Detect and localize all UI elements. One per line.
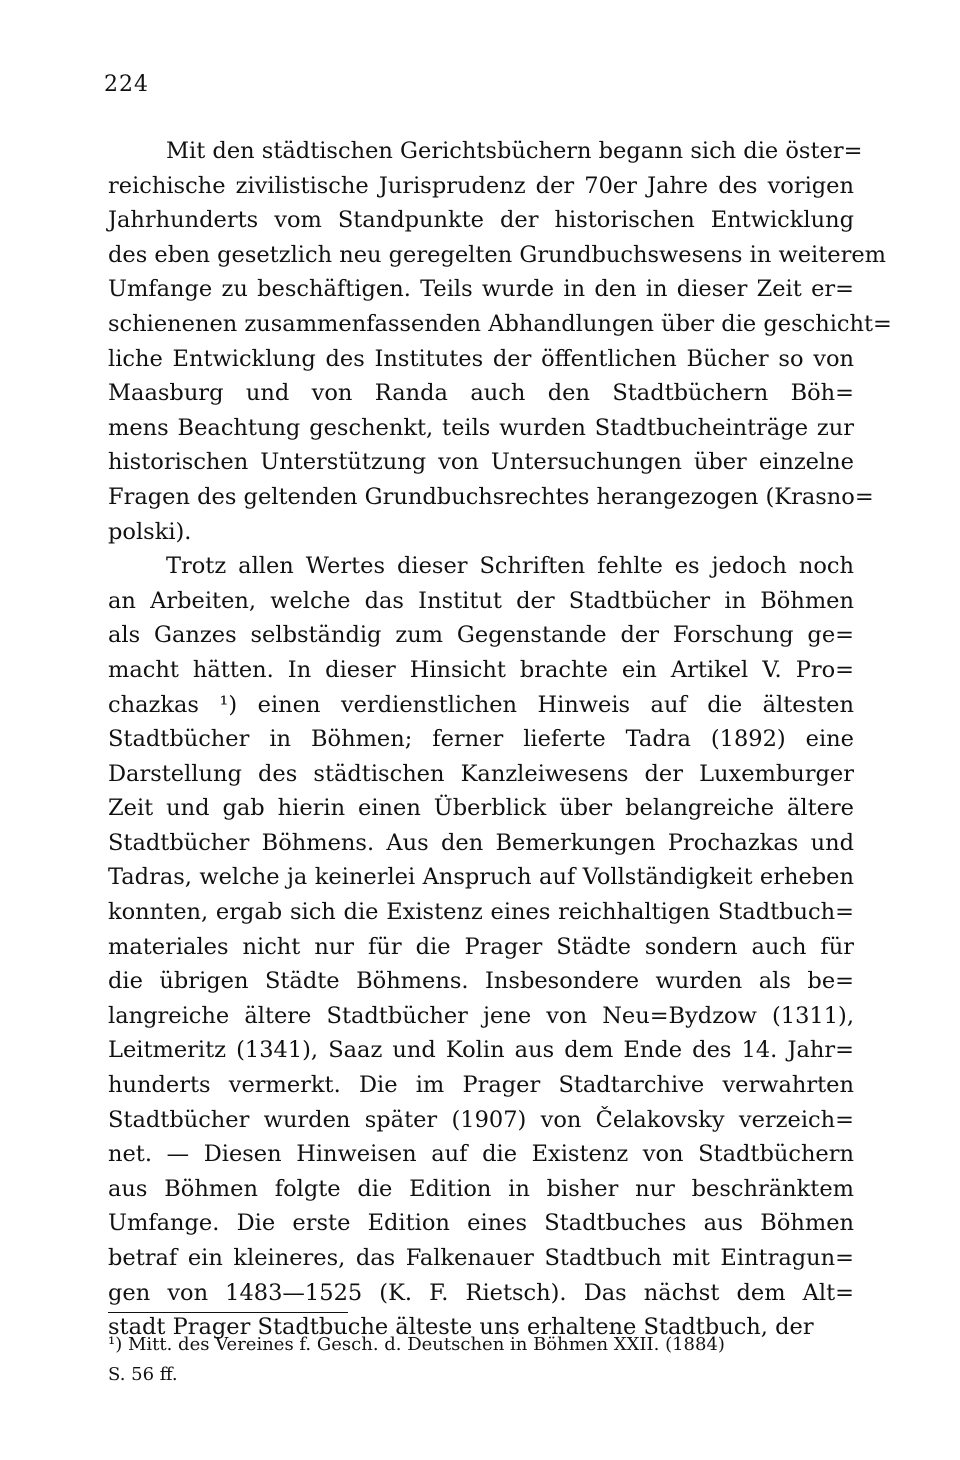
body-line: an Arbeiten, welche das Institut der Stadtbücher in Böhmen <box>108 587 854 614</box>
body-line: langreiche ältere Stadtbücher jene von Neu=Bydzow (1311), <box>108 1002 854 1029</box>
body-line: stadt Prager Stadtbuche älteste uns erhaltene Stadtbuch, der <box>108 1314 814 1341</box>
body-line: Tadras, welche ja keinerlei Anspruch auf Vollständigkeit erheben <box>108 864 854 891</box>
body-line: die übrigen Städte Böhmens. Insbesondere wurden als be= <box>108 968 854 995</box>
body-line: Stadtbücher wurden später (1907) von Čelakovsky verzeich= <box>108 1106 854 1133</box>
body-line: Jahrhunderts vom Standpunkte der historischen Entwicklung <box>108 207 854 234</box>
body-line: polski). <box>108 518 192 545</box>
body-line: Umfange zu beschäftigen. Teils wurde in den in dieser Zeit er= <box>108 276 854 303</box>
body-line: hunderts vermerkt. Die im Prager Stadtarchive verwahrten <box>108 1072 854 1099</box>
footnotes <box>108 1330 854 1390</box>
body-line: betraf ein kleineres, das Falkenauer Stadtbuch mit Eintragun= <box>108 1245 854 1271</box>
body-line: Trotz allen Wertes dieser Schriften fehlte es jedoch noch <box>166 553 854 580</box>
body-line: schienenen zusammenfassenden Abhandlungen über die geschicht= <box>108 310 892 337</box>
body-line: als Ganzes selbständig zum Gegenstande der Forschung ge= <box>108 622 854 649</box>
body-line: konnten, ergab sich die Existenz eines reichhaltigen Stadtbuch= <box>108 899 854 926</box>
page-number: 224 <box>104 72 149 97</box>
body-line: Leitmeritz (1341), Saaz und Kolin aus dem Ende des 14. Jahr= <box>108 1037 854 1064</box>
body-line: materiales nicht nur für die Prager Städte sondern auch für <box>108 933 854 960</box>
body-text <box>108 134 892 1345</box>
body-line: Stadtbücher Böhmens. Aus den Bemerkungen Prochazkas und <box>108 829 854 856</box>
body-line: des eben gesetzlich neu geregelten Grundbuchswesens in weiterem <box>108 241 887 268</box>
body-line: Zeit und gab hierin einen Überblick über belangreiche ältere <box>108 795 854 822</box>
body-line: Fragen des geltenden Grundbuchsrechtes herangezogen (Krasno= <box>108 483 874 510</box>
body-line: historischen Unterstützung von Untersuchungen über einzelne <box>108 449 854 476</box>
footnote-line: ¹) Mitt. des Vereines f. Gesch. d. Deutschen in Böhmen XXII. (1884) <box>108 1334 725 1355</box>
body-line: Umfange. Die erste Edition eines Stadtbuches aus Böhmen <box>108 1210 854 1237</box>
body-line: chazkas ¹) einen verdienstlichen Hinweis auf die ältesten <box>108 691 854 718</box>
footnote-divider <box>108 1312 348 1313</box>
body-line: liche Entwicklung des Institutes der öffentlichen Bücher so von <box>108 345 854 372</box>
body-line: mens Beachtung geschenkt, teils wurden Stadtbucheinträge zur <box>108 414 854 441</box>
footnote-line: S. 56 ff. <box>108 1364 178 1385</box>
body-line: Stadtbücher in Böhmen; ferner lieferte Tadra (1892) eine <box>108 726 854 753</box>
body-line: net. — Diesen Hinweisen auf die Existenz von Stadtbüchern <box>108 1141 854 1168</box>
body-line: Mit den städtischen Gerichtsbüchern begann sich die öster= <box>166 138 863 164</box>
body-line: gen von 1483—1525 (K. F. Rietsch). Das nächst dem Alt= <box>108 1279 854 1306</box>
body-line: Darstellung des städtischen Kanzleiwesens der Luxemburger <box>108 760 854 787</box>
body-line: Maasburg und von Randa auch den Stadtbüchern Böh= <box>108 380 854 407</box>
body-line: macht hätten. In dieser Hinsicht brachte ein Artikel V. Pro= <box>108 656 854 683</box>
body-line: reichische zivilistische Jurisprudenz der 70er Jahre des vorigen <box>108 172 854 199</box>
body-line: aus Böhmen folgte die Edition in bisher nur beschränktem <box>108 1175 854 1202</box>
